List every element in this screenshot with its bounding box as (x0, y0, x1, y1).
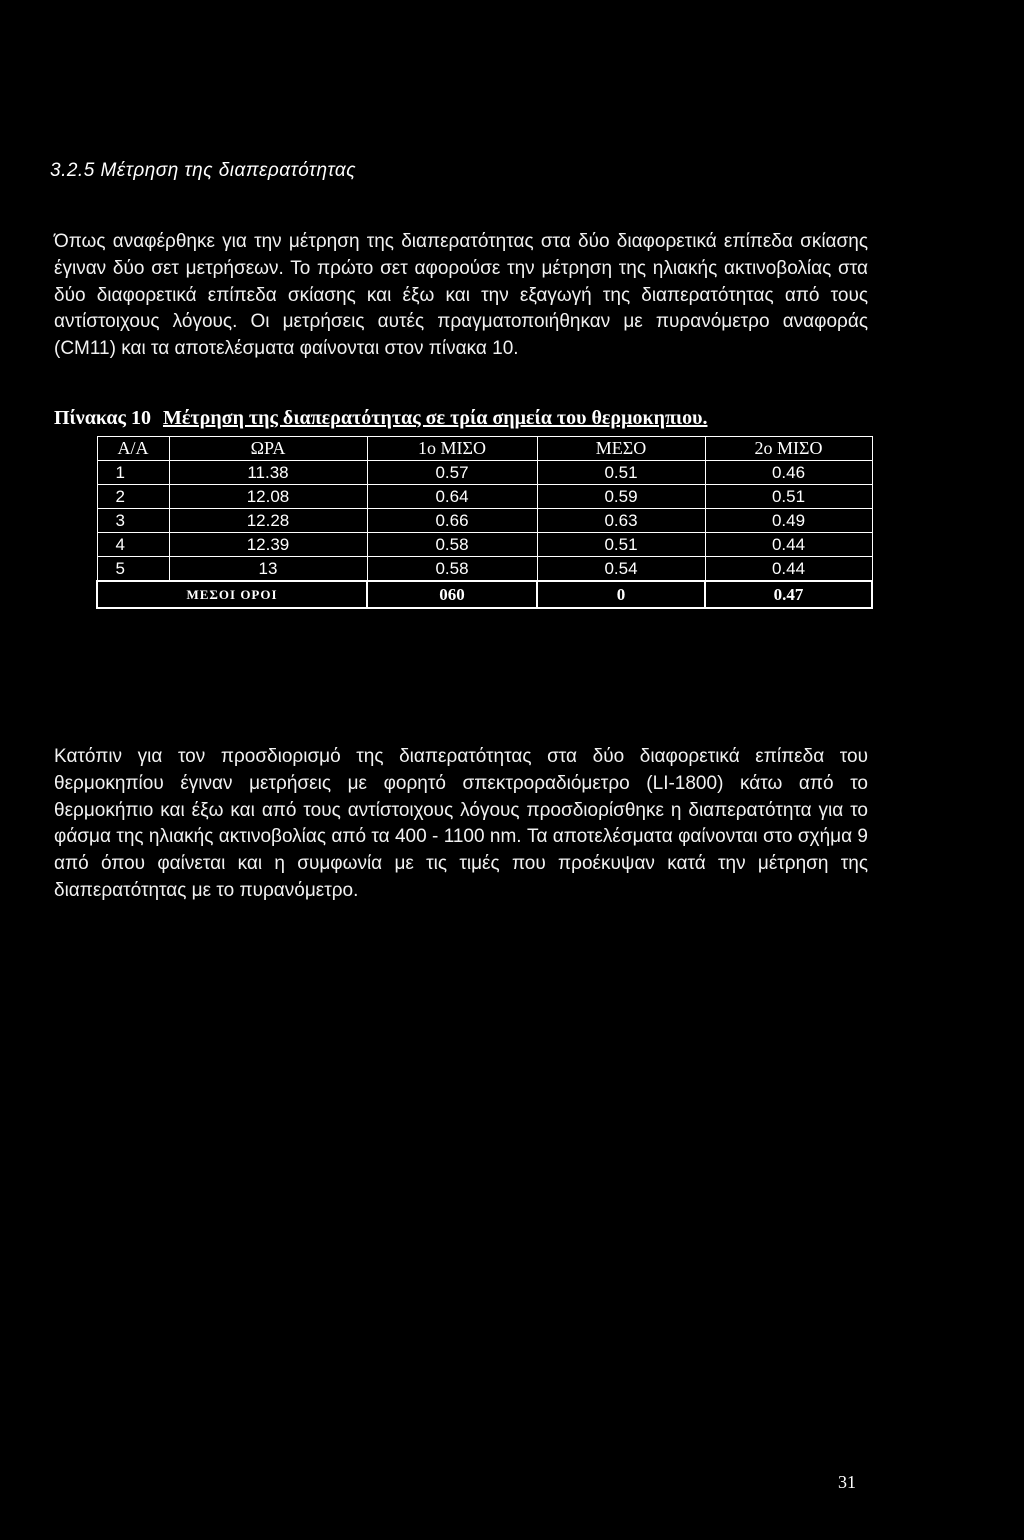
header-cell: ΜΕΣΟ (537, 437, 705, 461)
average-cell: 0 (537, 581, 705, 608)
table-cell: 12.08 (169, 485, 367, 509)
table-cell: 0.64 (367, 485, 537, 509)
table-cell: 0.51 (705, 485, 872, 509)
header-cell: ΩΡΑ (169, 437, 367, 461)
transmittance-table (96, 436, 873, 609)
header-cell: Α/Α (97, 437, 169, 461)
header-cell: 2ο ΜΙΣΟ (705, 437, 872, 461)
table-row (97, 533, 872, 557)
table-cell: 0.44 (705, 533, 872, 557)
table-cell: 4 (97, 533, 169, 557)
table-row (97, 509, 872, 533)
section-heading: 3.2.5 Μέτρηση της διαπερατότητας (50, 160, 356, 181)
table-cell: 0.58 (367, 557, 537, 582)
table-cell: 12.28 (169, 509, 367, 533)
table-cell: 13 (169, 557, 367, 582)
table-cell: 3 (97, 509, 169, 533)
table-cell: 12.39 (169, 533, 367, 557)
table-cell: 0.44 (705, 557, 872, 582)
table-cell: 0.66 (367, 509, 537, 533)
page-number: 31 (838, 1472, 856, 1492)
table-row (97, 461, 872, 485)
table-cell: 0.51 (537, 533, 705, 557)
average-label: ΜΕΣΟΙ ΟΡΟΙ (97, 581, 367, 608)
table-row (97, 557, 872, 582)
table-cell: 0.54 (537, 557, 705, 582)
table-cell: 5 (97, 557, 169, 582)
table-header-row (97, 437, 872, 461)
table-cell: 0.58 (367, 533, 537, 557)
table-caption-label: Πίνακας 10 (54, 407, 151, 429)
average-row (97, 581, 872, 608)
intro-paragraph: Όπως αναφέρθηκε για την μέτρηση της διαπερατότητας στα δύο διαφορετικά επίπεδα σκίασης έγιναν δύο σετ μετρήσεων. Το πρώτο σετ αφορούσε την μέτρηση της ηλιακής ακτινοβολίας στα δύο διαφορετικά επίπεδα σκίασης και έξω και την εξαγωγή της διαπερατότητας από τους αντίστοιχους λόγους. Οι μετρήσεις αυτές πραγματοποιήθηκαν με πυρανόμετρο αναφοράς (CM11) και τα αποτελέσματα φαίνονται στον πίνακα 10. (54, 231, 868, 360)
table-cell: 0.57 (367, 461, 537, 485)
header-cell: 1ο ΜΙΣΟ (367, 437, 537, 461)
table-caption-title: Μέτρηση της διαπερατότητας σε τρία σημεία του θερμοκηπιου. (162, 407, 708, 429)
table-cell: 2 (97, 485, 169, 509)
average-cell: 0.47 (705, 581, 872, 608)
average-cell: 060 (367, 581, 537, 608)
table-row (97, 485, 872, 509)
spectroradiometer-paragraph: Κατόπιν για τον προσδιορισμό της διαπερατότητας στα δύο διαφορετικά επίπεδα του θερμοκηπίου έγιναν μετρήσεις με φορητό σπεκτροραδιόμετρο (LI-1800) κάτω από το θερμοκήπιο και έξω και από τους αντίστοιχους λόγους προσδιορίσθηκε η διαπερατότητα για το φάσμα της ηλιακής ακτινοβολίας από τα 400 - 1100 nm. Τα αποτελέσματα φαίνονται στο σχήμα 9 από όπου φαίνεται και η συμφωνία με τις τιμές που προέκυψαν κατά την μέτρηση της διαπερατότητας με το πυρανόμετρο. (54, 746, 868, 901)
table-caption (54, 407, 707, 430)
table-cell: 0.59 (537, 485, 705, 509)
table-cell: 0.46 (705, 461, 872, 485)
table-cell: 0.63 (537, 509, 705, 533)
table-cell: 0.49 (705, 509, 872, 533)
table-cell: 1 (97, 461, 169, 485)
table-cell: 11.38 (169, 461, 367, 485)
table-cell: 0.51 (537, 461, 705, 485)
